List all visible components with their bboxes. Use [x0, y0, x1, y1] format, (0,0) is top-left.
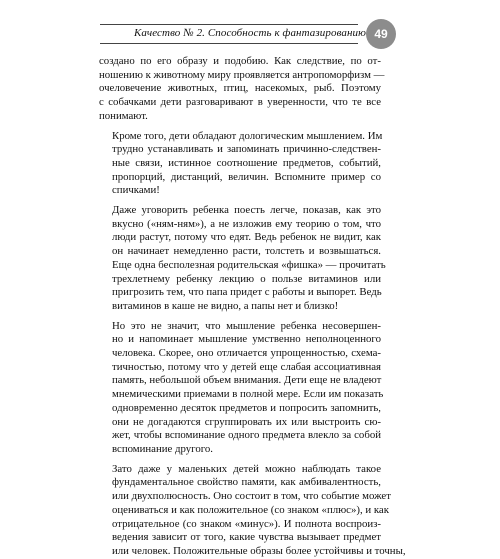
text-line: пропорций, дистанций, величин. Вспомните пример со [112, 170, 381, 183]
text-line: пригрозить тем, что папа придет с работы и выпорет. Ведь [112, 286, 382, 299]
text-line: отрицательное (со знаком «минус»). И полнота воспроиз- [112, 517, 381, 530]
text-line: ные связи, истинное соотношение предметов, событий, [112, 156, 381, 169]
text-line: люди растут, потому что едят. Ведь ребенок не видит, как [112, 231, 381, 244]
text-line: Еще одна бесполезная родительская «фишка» — прочитать [112, 258, 386, 271]
text-line: трудно устанавливать и запоминать причинно-следствен- [112, 143, 381, 156]
text-line: очеловечение животных, птиц, насекомых, рыб. Поэтому [99, 82, 381, 95]
text-line: ведения зависит от того, какие чувства вызывает предмет [112, 531, 381, 544]
text-line: с собачками дети разговаривают в уверенности, что те все [99, 96, 381, 109]
text-line: создано по его образу и подобию. Как следствие, по от- [99, 55, 381, 67]
text-line: оцениваться и как положительное (со знаком «плюс»), и как [112, 503, 389, 516]
text-line: одновременно десяток предметов и попросить запомнить, [112, 401, 381, 414]
paragraph-4 [99, 319, 384, 457]
text-line: Но это не значит, что мышление ребенка несовершен- [112, 319, 381, 332]
text-line: понимают. [99, 109, 148, 122]
text-line: жет, чтобы вспоминание одного предмета влекло за собой [112, 429, 381, 442]
text-line: память, небольшой объем внимания. Дети еще не владеют [112, 374, 382, 387]
text-line: вкусно («ням-ням»), а не изложив ему теорию о том, что [112, 217, 381, 230]
text-line: Кроме того, дети обладают дологическим мышлением. Им [112, 129, 383, 142]
paragraph-5 [99, 462, 406, 559]
text-line: или человек. Положительные образы более устойчивы и точны, [112, 544, 406, 557]
page-number-badge: 49 [366, 19, 396, 49]
text-line: Зато даже у маленьких детей можно наблюдать такое [112, 462, 381, 475]
text-line: они не догадаются сгруппировать их или выстроить сю- [112, 415, 381, 428]
body-text [99, 55, 406, 559]
text-line: фундаментальное свойство памяти, как амбивалентность, [112, 476, 381, 489]
text-line: или двухполюсность. Оно состоит в том, что событие может [112, 490, 391, 503]
text-line: ношению к животному миру проявляется антропоморфизм — [99, 68, 385, 81]
paragraph-2 [99, 130, 381, 199]
text-line: трехлетнему ребенку лекцию о пользе витаминов или [112, 272, 381, 285]
text-line: но и напоминает мышление умственно неполноценного [112, 333, 381, 346]
text-line: Даже уговорить ребенка поесть легче, показав, как это [112, 204, 381, 217]
paragraph-1 [99, 55, 385, 124]
text-line: тичностью, потому что у детей еще слабая ассоциативная [112, 360, 381, 373]
text-line: витаминов в каше не видно, а папы нет и близко! [112, 299, 339, 312]
text-line: он начинает немедленно расти, толстеть и возвышаться. [112, 245, 381, 258]
text-line: вспоминание другого. [112, 442, 213, 455]
text-line: спичками! [112, 184, 160, 197]
running-title: Качество № 2. Способность к фантазированию [134, 27, 366, 39]
text-line: мнемическими приемами в полной мере. Если им показать [112, 388, 384, 401]
text-line: человека. Скорее, оно отличается упрощенностью, схема- [112, 347, 381, 360]
paragraph-3 [99, 204, 386, 314]
